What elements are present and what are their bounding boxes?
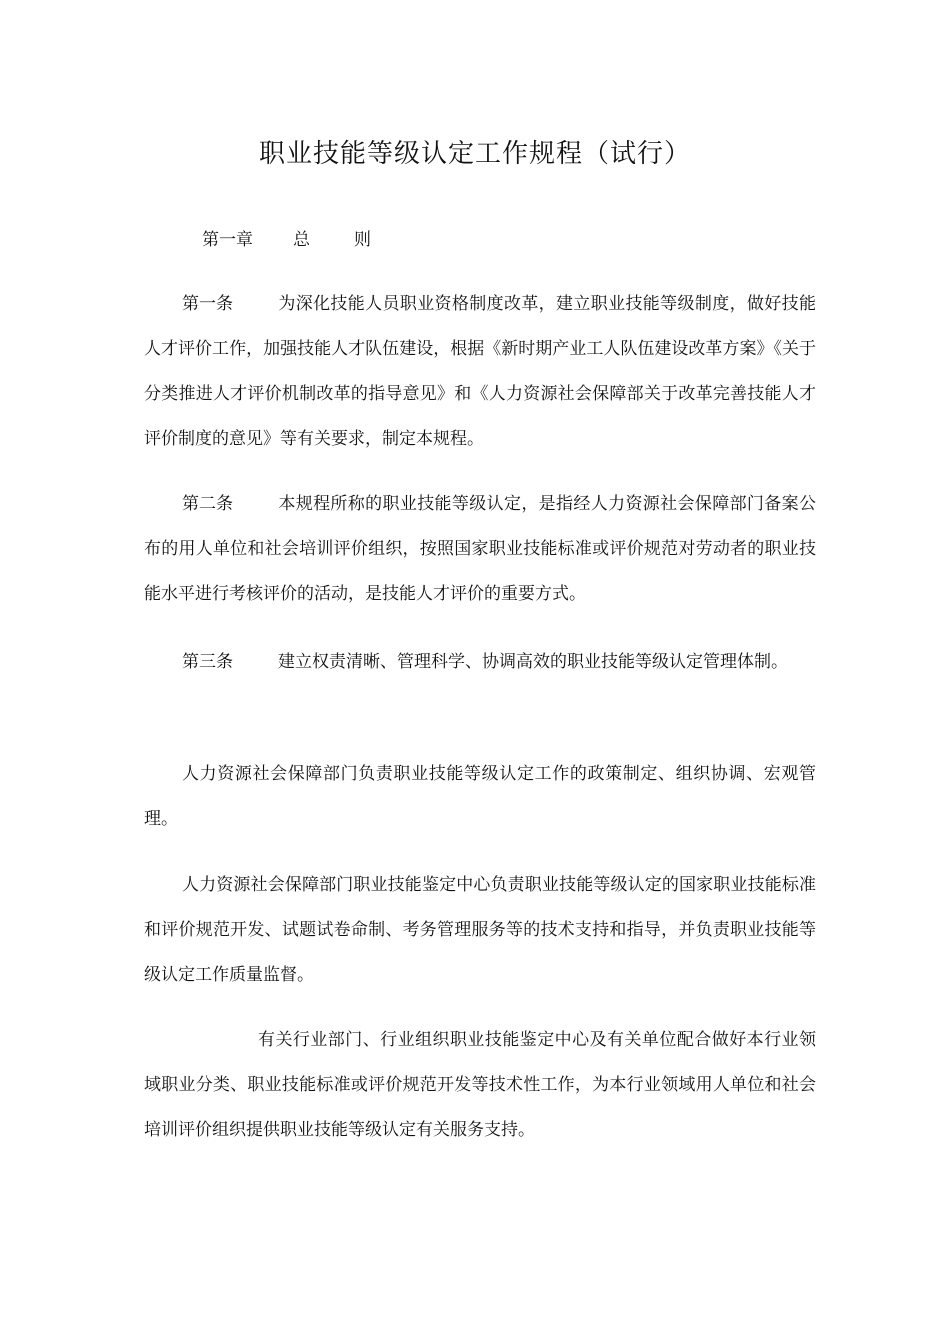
article-label: 第一条 — [182, 294, 233, 314]
chapter-name-part2: 则 — [354, 230, 371, 250]
paragraph-text: 人力资源社会保障部门职业技能鉴定中心负责职业技能等级认定的国家职业技能标准和评价规范开发、试题试卷命制、考务管理服务等的技术支持和指导，并负责职业技能等级认定工作质量监督。 — [144, 875, 816, 985]
article-label: 第二条 — [182, 494, 233, 514]
chapter-name-part1: 总 — [293, 230, 310, 250]
article-3 — [144, 640, 816, 685]
article-1 — [144, 282, 816, 462]
article-2 — [144, 482, 816, 617]
article-text: 为深化技能人员职业资格制度改革，建立职业技能等级制度，做好技能人才评价工作，加强技能人才队伍建设，根据《新时期产业工人队伍建设改革方案》《关于分类推进人才评价机制改革的指导意见》和《人力资源社会保障部关于改革完善技能人才评价制度的意见》等有关要求，制定本规程。 — [144, 294, 816, 449]
document-title: 职业技能等级认定工作规程（试行） — [258, 139, 691, 169]
paragraph-text: 有关行业部门、行业组织职业技能鉴定中心及有关单位配合做好本行业领域职业分类、职业技能标准或评价规范开发等技术性工作，为本行业领域用人单位和社会培训评价组织提供职业技能等级认定有关服务支持。 — [144, 1030, 816, 1140]
chapter-number: 第一章 — [202, 230, 253, 250]
paragraph-text: 人力资源社会保障部门负责职业技能等级认定工作的政策制定、组织协调、宏观管理。 — [144, 764, 816, 829]
chapter-heading — [202, 226, 371, 254]
article-text: 建立权责清晰、管理科学、协调高效的职业技能等级认定管理体制。 — [278, 652, 788, 672]
paragraph — [144, 1018, 816, 1153]
article-text: 本规程所称的职业技能等级认定，是指经人力资源社会保障部门备案公布的用人单位和社会培训评价组织，按照国家职业技能标准或评价规范对劳动者的职业技能水平进行考核评价的活动，是技能人才评价的重要方式。 — [144, 494, 816, 604]
paragraph — [144, 863, 816, 998]
article-label: 第三条 — [182, 652, 233, 672]
paragraph — [144, 752, 816, 842]
